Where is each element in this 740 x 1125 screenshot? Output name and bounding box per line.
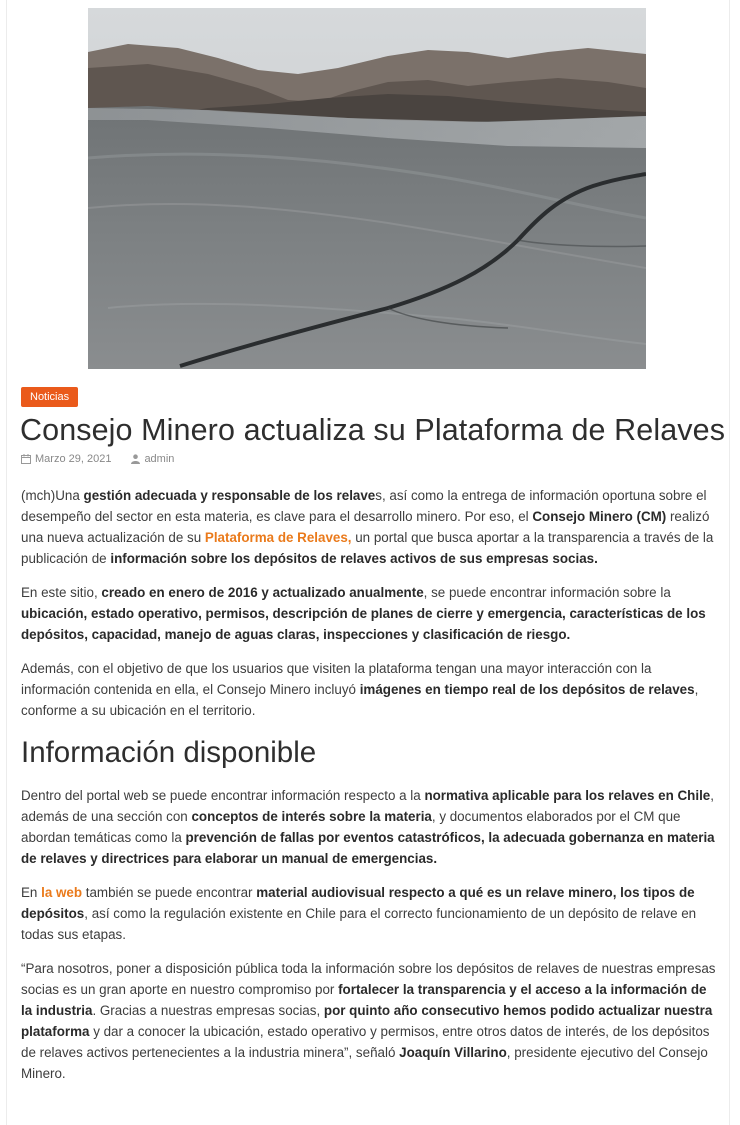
calendar-icon bbox=[21, 454, 31, 464]
paragraph-web: En la web también se puede encontrar material audiovisual respecto a qué es un relave minero, los tipos de depósitos, así como la regulación existente en Chile para el correcto funcionamiento de un depósito de relave en todas sus etapas. bbox=[21, 885, 697, 942]
hero-image-tailings-landscape bbox=[88, 8, 646, 369]
section-heading: Información disponible bbox=[21, 736, 317, 769]
category-badge[interactable]: Noticias bbox=[21, 387, 78, 407]
post-author[interactable]: admin bbox=[144, 453, 175, 465]
paragraph-site-info: En este sitio, creado en enero de 2016 y actualizado anualmente, se puede encontrar información sobre la ubicación, estado operativo, permisos, descripción de planes de cierre y emergencia, características de los depósitos, capacidad, manejo de aguas claras, inspecciones y clasificación de riesgo. bbox=[21, 585, 706, 642]
la-web-link[interactable]: la web bbox=[41, 885, 83, 900]
post-meta bbox=[21, 452, 174, 466]
article-title: Consejo Minero actualiza su Plataforma de Relaves bbox=[20, 413, 726, 447]
paragraph-quote: “Para nosotros, poner a disposición pública toda la información sobre los depósitos de relaves de nuestras empresas socias es un gran aporte en nuestro compromiso por fortalecer la transparencia y el acceso a la información de la industria. Gracias a nuestras empresas socias, por quinto año consecutivo hemos podido actualizar nuestra plataforma y dar a conocer la ubicación, estado operativo y permisos, entre otros datos de interés, de los depósitos de relaves activos pertenecientes a la industria minera”, señaló Joaquín Villarino, presidente ejecutivo del Consejo Minero. bbox=[21, 961, 716, 1081]
post-date[interactable]: Marzo 29, 2021 bbox=[35, 453, 112, 465]
plataforma-relaves-link[interactable]: Plataforma de Relaves, bbox=[204, 530, 352, 545]
paragraph-intro: (mch)Una gestión adecuada y responsable de los relaves, así como la entrega de información oportuna sobre el desempeño del sector en esta materia, es clave para el desarrollo minero. Por eso, el Consejo Minero (CM) realizó una nueva actualización de su Plataforma de Relaves, un portal que busca aportar a la transparencia a través de la publicación de información sobre los depósitos de relaves activos de sus empresas socias. bbox=[21, 488, 714, 566]
user-icon bbox=[131, 454, 140, 464]
paragraph-portal: Dentro del portal web se puede encontrar información respecto a la normativa aplicable para los relaves en Chile, además de una sección con conceptos de interés sobre la materia, y documentos elaborados por el CM que abordan temáticas como la prevención de fallas por eventos catastróficos, la adecuada gobernanza en materia de relaves y directrices para elaborar un manual de emergencias. bbox=[21, 788, 715, 866]
paragraph-images: Además, con el objetivo de que los usuarios que visiten la plataforma tengan una mayor interacción con la información contenida en ella, el Consejo Minero incluyó imágenes en tiempo real de los depósitos de relaves, conforme a su ubicación en el territorio. bbox=[21, 661, 699, 718]
article-body bbox=[21, 485, 716, 1097]
